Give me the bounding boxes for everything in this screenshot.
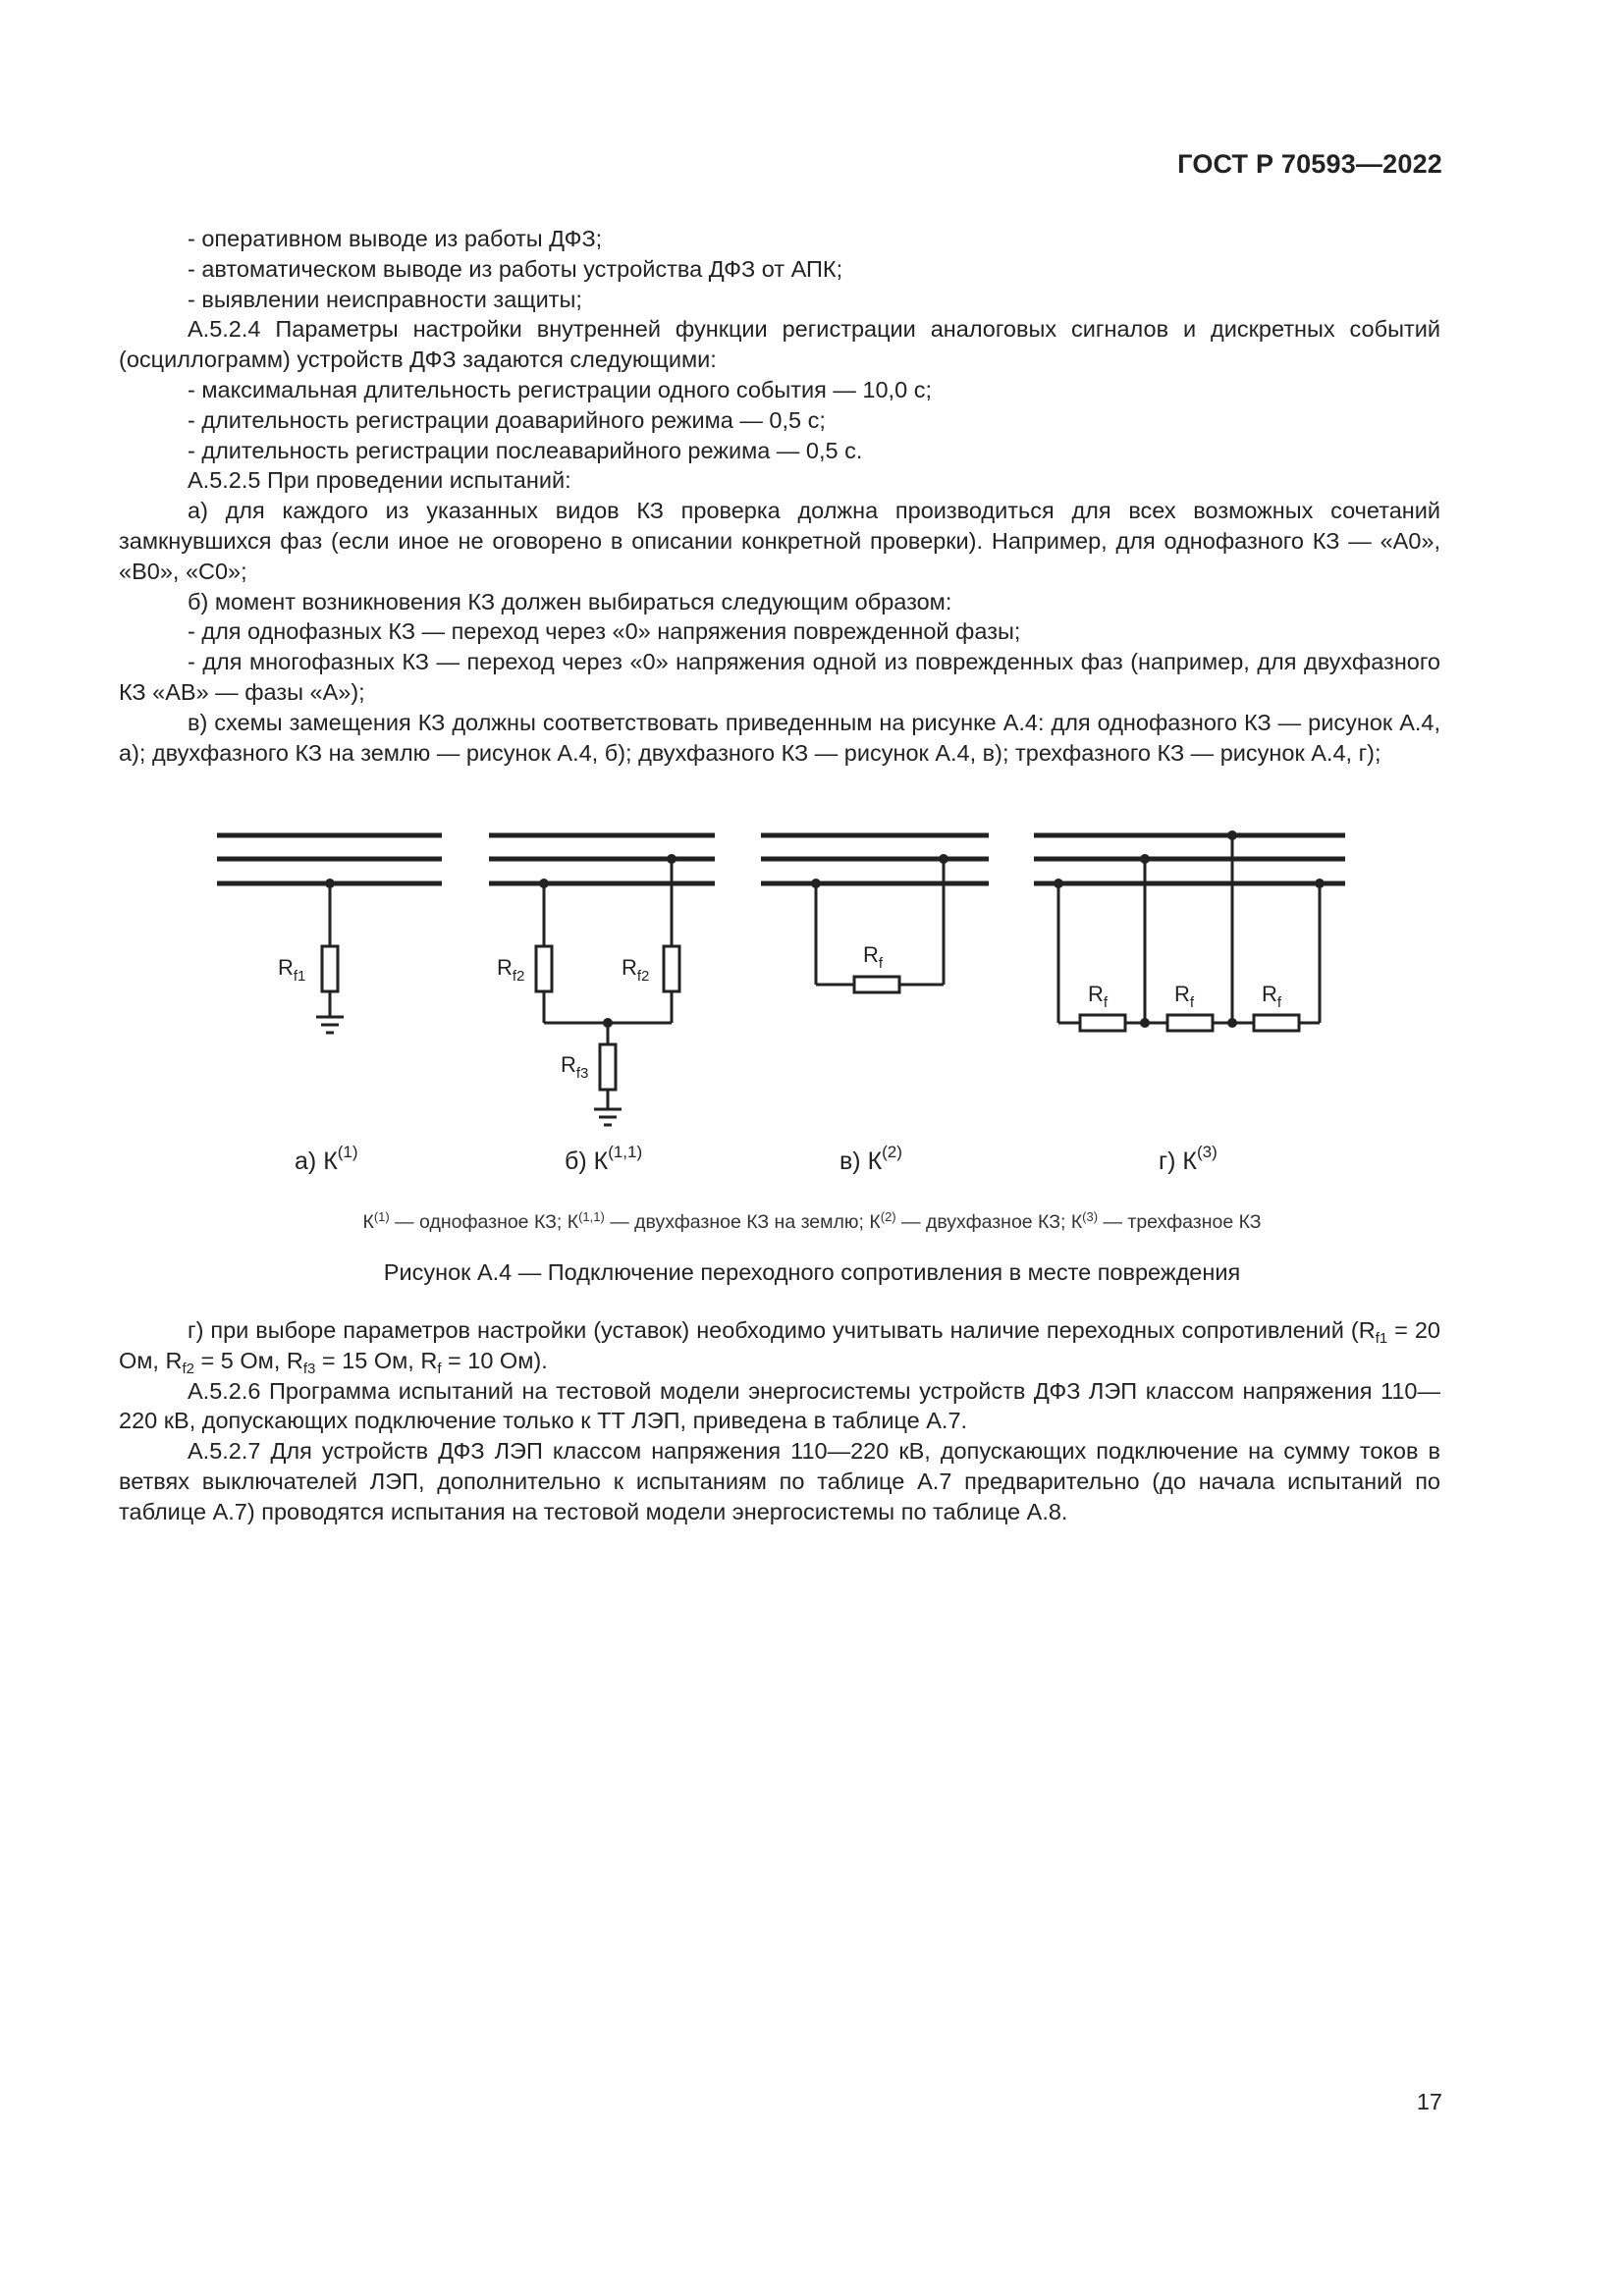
paragraph-item-b: б) момент возникновения КЗ должен выбираться следующим образом: [188,588,952,614]
figure-caption: Рисунок А.4 — Подключение переходного сопротивления в месте повреждения [383,1259,1241,1285]
resistor-label-rf-2: $R_f$ [1174,982,1195,1011]
resistor-rf-1 [1080,1015,1125,1031]
ground-icon [594,1109,622,1125]
figure-legend: $К^{(1)}$ — однофазное КЗ; К$^{(1,1)}$ — двухфазное КЗ на землю; $К^{(2)}$ — двухфазное КЗ; $К^{(3)}$ — трехфазное КЗ [362,1209,1262,1233]
resistor-rf [854,977,899,992]
resistor-label-rf3: $R_{f3}$ [561,1052,589,1082]
resistor-rf-2 [1167,1015,1213,1031]
diagram-v-two-phase [761,835,989,992]
subfigure-label-v: в) $К^{(2)}$ [839,1143,902,1175]
resistor-label-rf2-left: $R_{f2}$ [497,955,525,985]
list-item: - длительность регистрации доаварийного режима — 0,5 с; [188,406,826,433]
figure-a4-circuit-diagrams [0,825,1624,1175]
paragraph-a527: А.5.2.7 Для устройств ДФЗ ЛЭП классом напряжения 110—220 кВ, допускающих подключение на сумму токов в ветвях выключателей ЛЭП, дополнительно к испытаниям по таблице А.7 предварительно (до начала испытаний по таблице А.7) проводятся испытания на тестовой модели энергосистемы по таблице А.8. [119,1438,1440,1524]
list-item: - максимальная длительность регистрации одного события — 10,0 с; [188,376,932,402]
list-item: - для однофазных КЗ — переход через «0» напряжения поврежденной фазы; [188,618,1021,645]
list-item: - оперативном выводе из работы ДФЗ; [188,226,603,251]
resistor-rf2-left [536,946,552,991]
bus-bars [489,835,715,883]
subfigure-label-b: б) К$^{(1,1)}$ [565,1143,643,1175]
list-item: - для многофазных КЗ — переход через «0» напряжения одной из поврежденных фаз (например, для двухфазного КЗ «АВ» — фазы «А»); [119,649,1440,705]
resistor-rf1 [322,946,338,991]
bus-bars [761,835,989,883]
body-text-top [119,224,1440,768]
resistor-label-rf-3: $R_f$ [1262,982,1282,1011]
paragraph-item-v: в) схемы замещения КЗ должны соответствовать приведенным на рисунке А.4: для однофазного КЗ — рисунок А.4, а); двухфазного КЗ на землю — рисунок А.4, б); двухфазного КЗ — рисунок А.4, в); трехфазного КЗ — рисунок А.4, г); [119,709,1440,766]
bus-bars [217,835,442,883]
paragraph-item-g: г) при выборе параметров настройки (уставок) необходимо учитывать наличие переходных сопротивлений ($R_{f1} = 20$ Ом, $R_{f2} = 5$ Ом, $R_{f3} = 15$ Ом, $R_f = 10$ Ом). [119,1317,1440,1377]
junction-dot [1140,1018,1150,1028]
resistor-label-rf2-right: $R_{f2}$ [622,955,650,985]
diagram-b-two-phase-ground [489,835,715,1125]
list-item: - выявлении неисправности защиты; [188,286,582,312]
resistor-label-rf-1: $R_f$ [1088,982,1109,1011]
resistor-rf3 [600,1044,616,1090]
subfigure-label-a: а) $К^{(1)}$ [295,1143,358,1175]
resistor-label-rf: $R_f$ [863,942,884,972]
subfigure-label-g: г) $К^{(3)}$ [1159,1143,1218,1175]
resistor-rf-3 [1254,1015,1299,1031]
paragraph-a525: А.5.2.5 При проведении испытаний: [188,467,571,494]
page-number: 17 [1416,2089,1442,2114]
paragraph-item-a: а) для каждого из указанных видов КЗ проверка должна производиться для всех возможных сочетаний замкнувшихся фаз (если иное не оговорено в описании конкретной проверки). Например, для однофазного КЗ — «А0», «В0», «С0»; [119,498,1440,584]
resistor-label-rf1: $R_{f1}$ [278,955,306,985]
paragraph-a526: А.5.2.6 Программа испытаний на тестовой модели энергосистемы устройств ДФЗ ЛЭП классом напряжения 110—220 кВ, допускающих подключение только к ТТ ЛЭП, приведена в таблице А.7. [119,1377,1440,1434]
ground-icon [316,1017,344,1033]
diagram-a-single-phase [217,835,442,1033]
paragraph-a524: А.5.2.4 Параметры настройки внутренней функции регистрации аналоговых сигналов и дискретных событий (осциллограмм) устройств ДФЗ задаются следующими: [119,316,1440,373]
list-item: - длительность регистрации послеаварийного режима — 0,5 с. [188,437,863,463]
list-item: - автоматическом выводе из работы устройства ДФЗ от АПК; [188,255,843,282]
diagram-g-three-phase [1034,830,1345,1031]
bus-bars [1034,835,1345,883]
resistor-rf2-right [664,946,679,991]
junction-dot [603,1018,613,1028]
body-text-bottom [119,1315,1440,1527]
document-header: ГОСТ Р 70593—2022 [1177,149,1442,179]
junction-dot [1227,1018,1237,1028]
